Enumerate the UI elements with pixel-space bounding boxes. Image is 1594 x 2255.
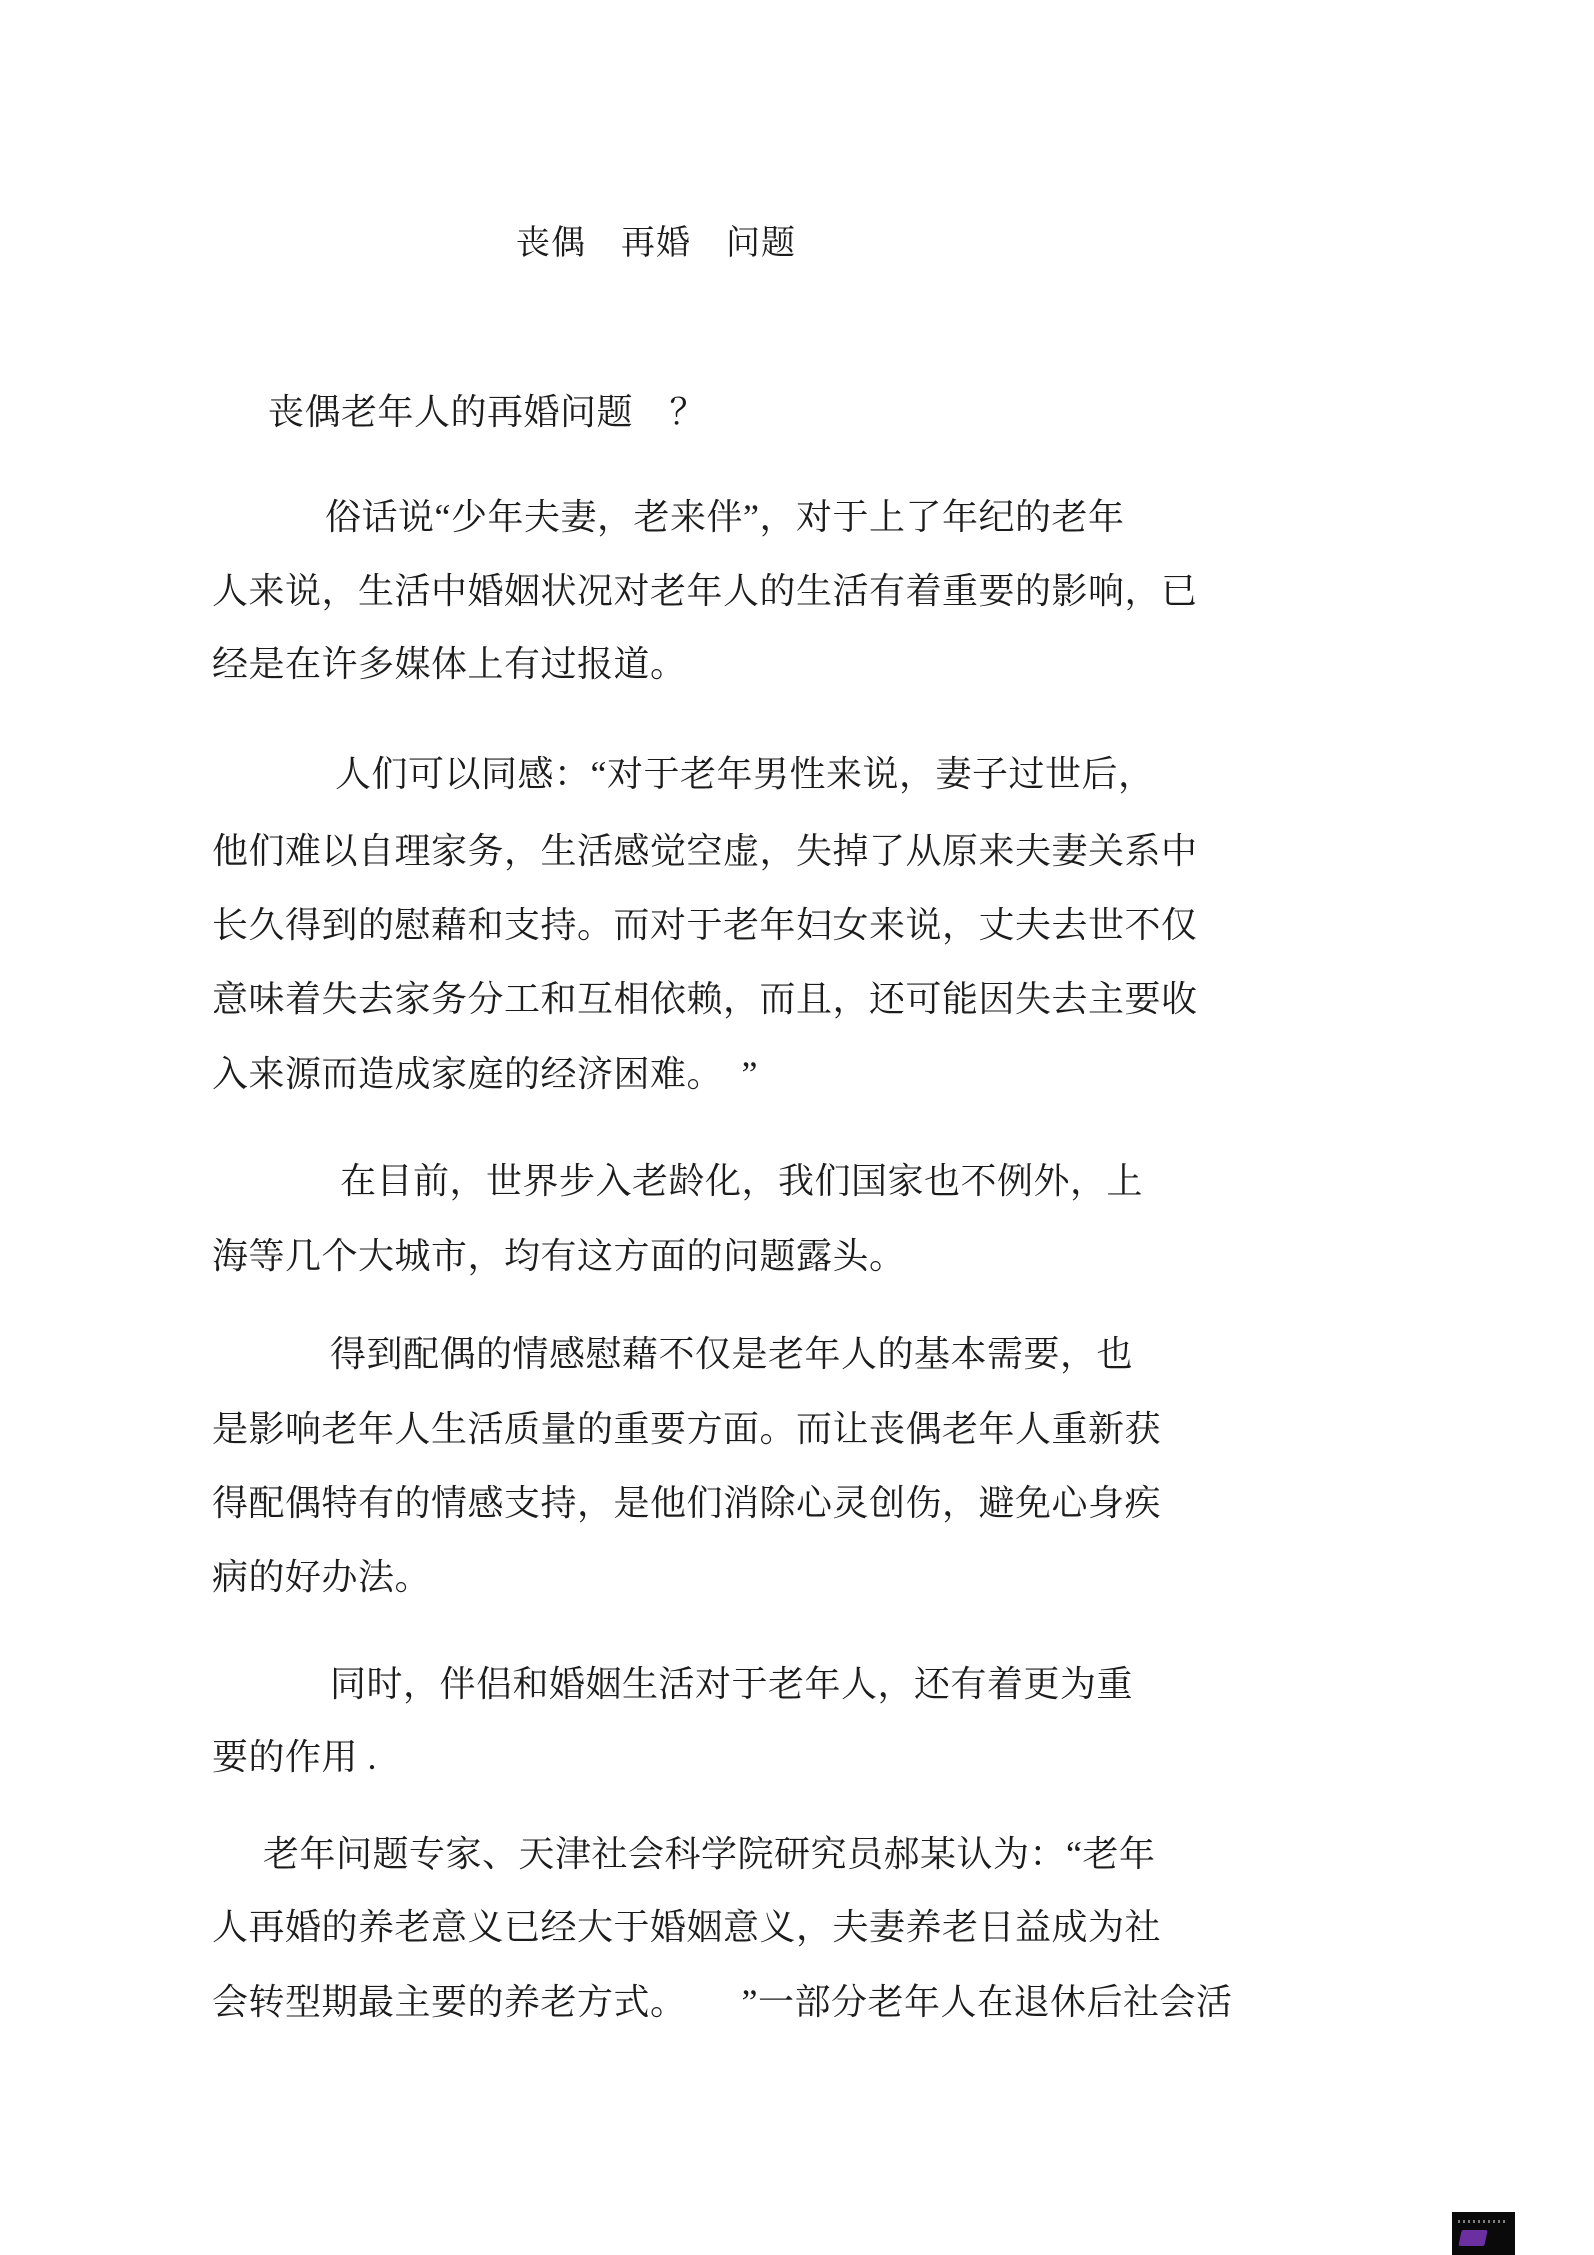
text-line: 长久得到的慰藉和支持。而对于老年妇女来说，丈夫去世不仅 [212,905,1198,945]
text-line: 老年问题专家、天津社会科学院研究员郝某认为：“老年 [263,1834,1156,1874]
text-line: 海等几个大城市，均有这方面的问题露头。 [212,1236,906,1276]
text-line: 同时，伴侣和婚姻生活对于老年人，还有着更为重 [330,1664,1134,1704]
document-subtitle: 丧偶老年人的再婚问题 ？ [268,392,707,432]
text-line: 人来说，生活中婚姻状况对老年人的生活有着重要的影响，已 [212,571,1198,611]
text-line: 得配偶特有的情感支持，是他们消除心灵创伤，避免心身疾 [212,1483,1162,1523]
text-line: 人再婚的养老意义已经大于婚姻意义，夫妻养老日益成为社 [212,1907,1162,1947]
text-line: 得到配偶的情感慰藉不仅是老年人的基本需要，也 [330,1334,1134,1374]
text-line: 要的作用 . [212,1737,378,1777]
watermark-accent-shape [1458,2230,1487,2246]
text-line: 俗话说“少年夫妻，老来伴”，对于上了年纪的老年 [325,497,1125,537]
watermark-texture [1458,2220,1508,2223]
text-line: 经是在许多媒体上有过报道。 [212,644,687,684]
text-line: 会转型期最主要的养老方式。 ”一部分老年人在退休后社会活 [212,1982,1233,2022]
text-line: 病的好办法。 [212,1557,432,1597]
text-line: 他们难以自理家务，生活感觉空虚，失掉了从原来夫妻关系中 [212,831,1198,871]
text-line: 意味着失去家务分工和互相依赖，而且，还可能因失去主要收 [212,979,1198,1019]
watermark-logo [1452,2212,1515,2255]
document-title: 丧偶 再婚 问题 [516,225,796,262]
text-line: 在目前，世界步入老龄化，我们国家也不例外，上 [340,1161,1144,1201]
text-line: 是影响老年人生活质量的重要方面。而让丧偶老年人重新获 [212,1409,1162,1449]
text-line: 入来源而造成家庭的经济困难。 ” [212,1054,758,1094]
text-line: 人们可以同感：“对于老年男性来说，妻子过世后， [335,754,1155,794]
